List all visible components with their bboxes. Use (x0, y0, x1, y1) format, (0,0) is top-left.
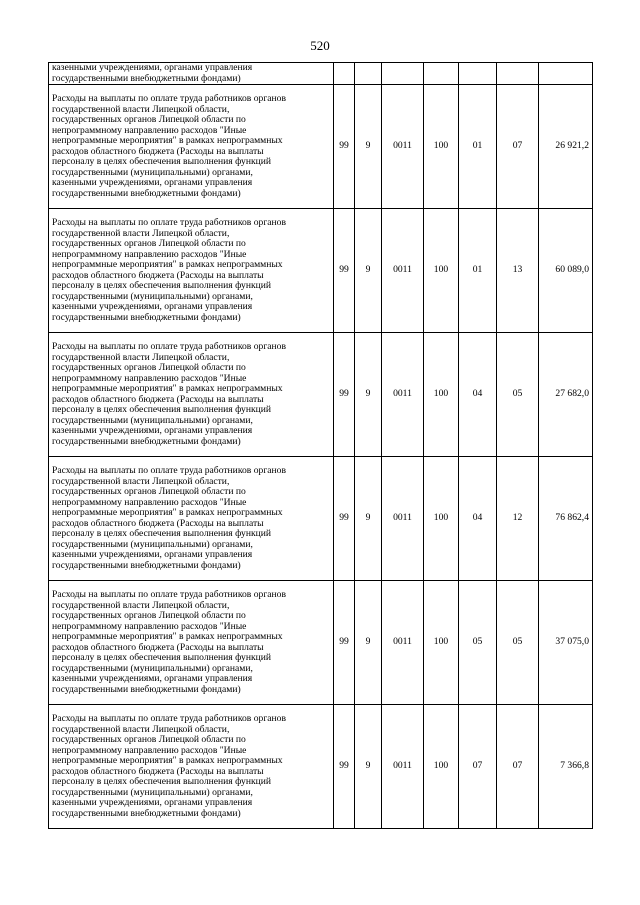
table-row (49, 705, 593, 829)
code-direction: 0011 (382, 581, 424, 705)
code-pgp: 9 (355, 457, 382, 581)
code-pgp: 9 (355, 705, 382, 829)
code-subsection: 07 (497, 705, 539, 829)
code-direction: 0011 (382, 457, 424, 581)
code-subsection: 07 (497, 85, 539, 209)
row-description: Расходы на выплаты по оплате труда работников органов государственной власти Липецкой области, государственных органов Липецкой области по непрограммному направлению расходов "Иные непрограммные мероприятия" в рамках непрограммных расходов областного бюджета (Расходы на выплаты персоналу в целях обеспечения выполнения функций государственными (муниципальными) органами, казенными учреждениями, органами управления государственными внебюджетными фондами) (49, 581, 334, 705)
code-direction: 0011 (382, 705, 424, 829)
table-row (49, 457, 593, 581)
code-direction: 0011 (382, 333, 424, 457)
code-section: 01 (459, 85, 497, 209)
table-row (49, 581, 593, 705)
code-pgp: 9 (355, 333, 382, 457)
code-direction: 0011 (382, 209, 424, 333)
code-gp: 99 (334, 209, 355, 333)
empty-cell (355, 63, 382, 85)
code-direction: 0011 (382, 85, 424, 209)
code-section: 05 (459, 581, 497, 705)
amount: 26 921,2 (539, 85, 593, 209)
row-description: Расходы на выплаты по оплате труда работников органов государственной власти Липецкой области, государственных органов Липецкой области по непрограммному направлению расходов "Иные непрограммные мероприятия" в рамках непрограммных расходов областного бюджета (Расходы на выплаты персоналу в целях обеспечения выполнения функций государственными (муниципальными) органами, казенными учреждениями, органами управления государственными внебюджетными фондами) (49, 457, 334, 581)
empty-cell (497, 63, 539, 85)
row-description: Расходы на выплаты по оплате труда работников органов государственной власти Липецкой области, государственных органов Липецкой области по непрограммному направлению расходов "Иные непрограммные мероприятия" в рамках непрограммных расходов областного бюджета (Расходы на выплаты персоналу в целях обеспечения выполнения функций государственными (муниципальными) органами, казенными учреждениями, органами управления государственными внебюджетными фондами) (49, 209, 334, 333)
code-subsection: 05 (497, 581, 539, 705)
table-row (49, 333, 593, 457)
code-expense-type: 100 (424, 705, 459, 829)
code-section: 01 (459, 209, 497, 333)
code-gp: 99 (334, 705, 355, 829)
table-row (49, 85, 593, 209)
page-number: 520 (310, 38, 330, 53)
row-description: Расходы на выплаты по оплате труда работников органов государственной власти Липецкой области, государственных органов Липецкой области по непрограммному направлению расходов "Иные непрограммные мероприятия" в рамках непрограммных расходов областного бюджета (Расходы на выплаты персоналу в целях обеспечения выполнения функций государственными (муниципальными) органами, казенными учреждениями, органами управления государственными внебюджетными фондами) (49, 705, 334, 829)
empty-cell (539, 63, 593, 85)
empty-cell (334, 63, 355, 85)
empty-cell (459, 63, 497, 85)
code-expense-type: 100 (424, 581, 459, 705)
row-description: Расходы на выплаты по оплате труда работников органов государственной власти Липецкой области, государственных органов Липецкой области по непрограммному направлению расходов "Иные непрограммные мероприятия" в рамках непрограммных расходов областного бюджета (Расходы на выплаты персоналу в целях обеспечения выполнения функций государственными (муниципальными) органами, казенными учреждениями, органами управления государственными внебюджетными фондами) (49, 333, 334, 457)
code-gp: 99 (334, 85, 355, 209)
code-section: 07 (459, 705, 497, 829)
amount: 7 366,8 (539, 705, 593, 829)
code-gp: 99 (334, 581, 355, 705)
amount: 27 682,0 (539, 333, 593, 457)
code-subsection: 12 (497, 457, 539, 581)
amount: 37 075,0 (539, 581, 593, 705)
code-section: 04 (459, 457, 497, 581)
code-expense-type: 100 (424, 333, 459, 457)
table-row (49, 209, 593, 333)
empty-cell (382, 63, 424, 85)
empty-cell (424, 63, 459, 85)
code-expense-type: 100 (424, 457, 459, 581)
code-expense-type: 100 (424, 209, 459, 333)
code-subsection: 05 (497, 333, 539, 457)
amount: 60 089,0 (539, 209, 593, 333)
table-row (49, 63, 593, 85)
code-pgp: 9 (355, 581, 382, 705)
code-expense-type: 100 (424, 85, 459, 209)
code-pgp: 9 (355, 209, 382, 333)
row-description: казенными учреждениями, органами управления государственными внебюджетными фондами) (49, 63, 334, 85)
code-pgp: 9 (355, 85, 382, 209)
code-section: 04 (459, 333, 497, 457)
amount: 76 862,4 (539, 457, 593, 581)
code-gp: 99 (334, 333, 355, 457)
budget-table (48, 62, 593, 829)
code-gp: 99 (334, 457, 355, 581)
row-description: Расходы на выплаты по оплате труда работников органов государственной власти Липецкой области, государственных органов Липецкой области по непрограммному направлению расходов "Иные непрограммные мероприятия" в рамках непрограммных расходов областного бюджета (Расходы на выплаты персоналу в целях обеспечения выполнения функций государственными (муниципальными) органами, казенными учреждениями, органами управления государственными внебюджетными фондами) (49, 85, 334, 209)
code-subsection: 13 (497, 209, 539, 333)
